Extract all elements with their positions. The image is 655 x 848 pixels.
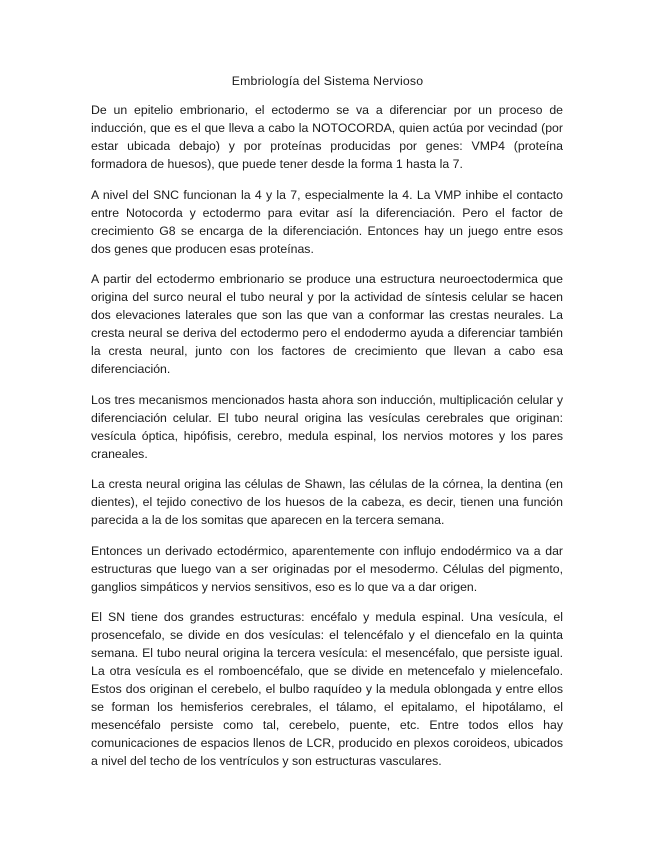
paragraph-snc: A nivel del SNC funcionan la 4 y la 7, especialmente la 4. La VMP inhibe el contacto entre Notocorda y ectodermo para evitar así la diferenciación. Pero el factor de crecimiento G8 se encarga de la diferenciación. Entonces hay un juego entre esos dos genes que producen esas proteínas.	[91, 187, 563, 256]
paragraph-estructuras-sn: El SN tiene dos grandes estructuras: encéfalo y medula espinal. Una vesícula, el prosencefalo, se divide en dos vesículas: el telencéfalo y el diencefalo en la quinta semana. El tubo neural origina la tercera vesícula: el mesencéfalo, que persiste igual. La otra vesícula es el romboencéfalo, que se divide en metencefalo y mielencefalo. Estos dos originan el cerebelo, el bulbo raquídeo y la medula oblongada y entre ellos se forman los hemisferios cerebrales, el tálamo, el epitalamo, el hipotálamo, el mesencéfalo persiste como tal, cerebelo, puente, etc. Entre todos ellos hay comunicaciones de espacios llenos de LCR, producido en plexos coroideos, ubicados a nivel del techo de los ventrículos y son estructuras vasculares.	[91, 610, 563, 768]
paragraph-induccion: De un epitelio embrionario, el ectodermo se va a diferenciar por un proceso de inducción, que es el que lleva a cabo la NOTOCORDA, quien actúa por vecindad (por estar ubicada debajo) y por proteínas producidas por genes: VMP4 (proteína formadora de huesos), que puede tener desde la forma 1 hasta la 7.	[91, 103, 563, 171]
paragraph-derivado-ectodermico: Entonces un derivado ectodérmico, aparentemente con influjo endodérmico va a dar estructuras que luego van a ser originadas por el mesodermo. Células del pigmento, ganglios simpáticos y nervios sensitivos, eso es lo que va a dar origen.	[91, 543, 563, 594]
document-title: Embriología del Sistema Nervioso	[231, 74, 424, 88]
paragraph-ectodermo: A partir del ectodermo embrionario se produce una estructura neuroectodermica que origina del surco neural el tubo neural y por la actividad de síntesis celular se hacen dos elevaciones laterales que son las que van a conformar las crestas neurales. La cresta neural se deriva del ectodermo pero el endodermo ayuda a diferenciar también la cresta neural, junto con los factores de crecimiento que llevan a cabo esa diferenciación.	[91, 272, 563, 376]
document-body	[91, 101, 563, 783]
paragraph-mecanismos: Los tres mecanismos mencionados hasta ahora son inducción, multiplicación celular y diferenciación celular. El tubo neural origina las vesículas cerebrales que originan: vesícula óptica, hipófisis, cerebro, medula espinal, los nervios motores y los pares craneales.	[91, 392, 563, 461]
paragraph-cresta-neural: La cresta neural origina las células de Shawn, las células de la córnea, la dentina (en dientes), el tejido conectivo de los huesos de la cabeza, es decir, tienen una función parecida a la de los somitas que aparecen en la tercera semana.	[91, 477, 563, 527]
